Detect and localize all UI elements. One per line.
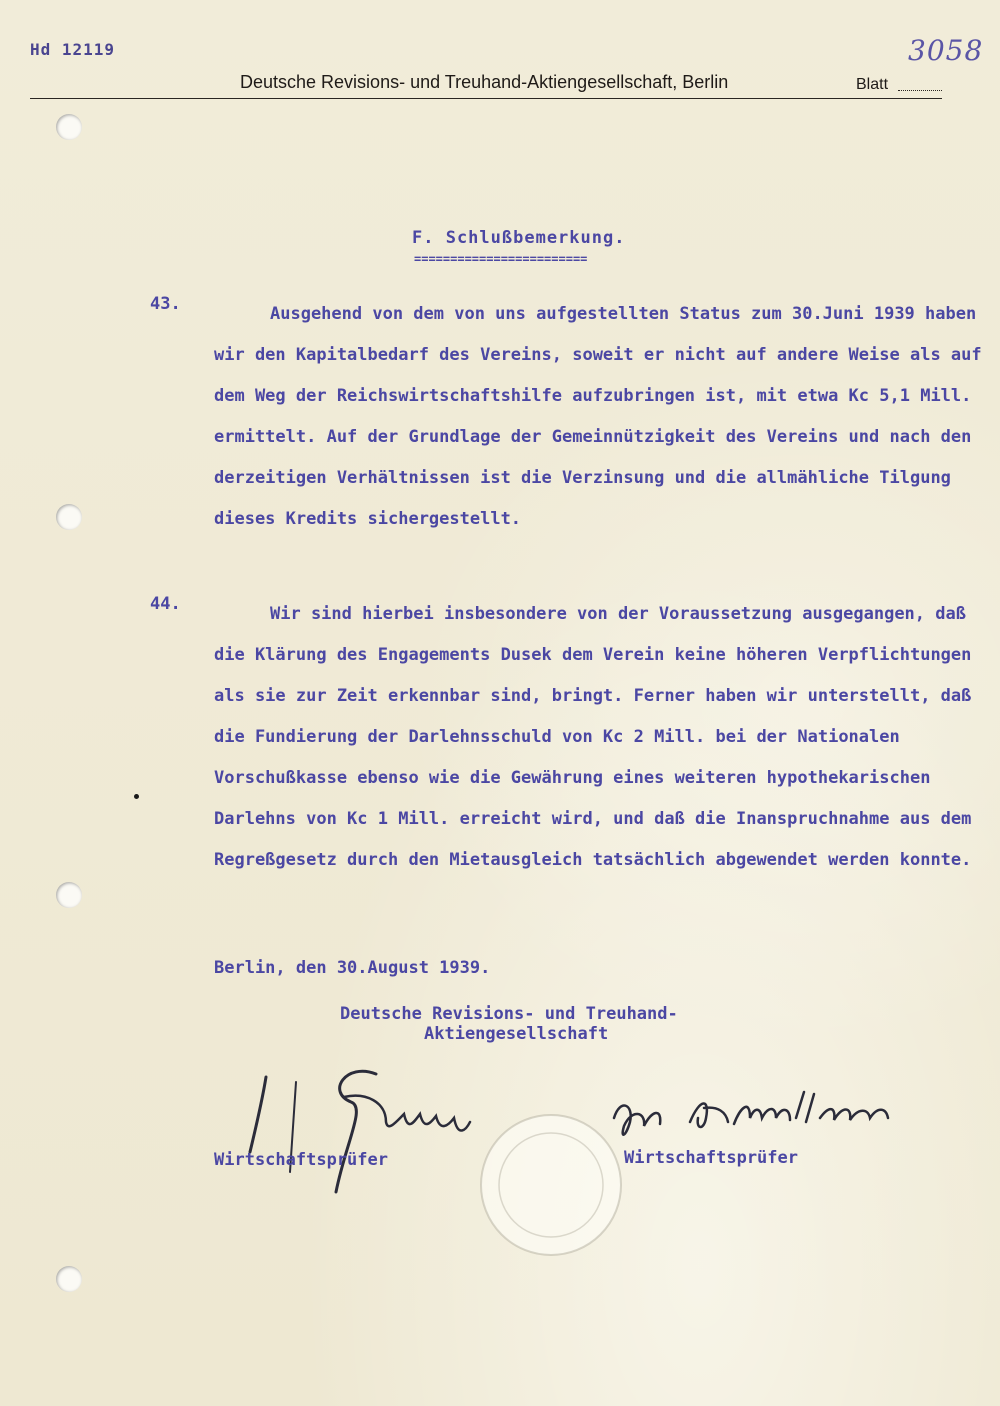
ink-dot	[134, 794, 139, 799]
paragraph-text: Ausgehend von dem von uns aufgestellten Status zum 30.Juni 1939 haben wir den Kapitalbedarf des Vereins, soweit er nicht auf andere Weise als auf dem Weg der Reichswirtschaftshilfe aufzubringen ist, mit etwa Kc 5,1 Mill. ermittelt. Auf der Grundlage der Gemeinnützigkeit des Vereins und nach den derzeitigen Verhältnissen ist die Verzinsung und die allmähliche Tilgung dieses Kredits sichergestellt.	[214, 304, 992, 529]
blatt-label: Blatt	[856, 76, 889, 93]
place-date: Berlin, den 30.August 1939.	[214, 958, 491, 978]
punch-hole	[56, 504, 82, 530]
punch-hole	[56, 114, 82, 140]
signature-left-icon	[236, 1052, 496, 1202]
auditor-title-right: Wirtschaftsprüfer	[624, 1148, 798, 1168]
punch-hole	[56, 1266, 82, 1292]
signature-company-line1: Deutsche Revisions- und Treuhand-	[340, 1004, 678, 1024]
blatt-dotted-line	[898, 90, 942, 91]
company-name: Deutsche Revisions- und Treuhand-Aktiengesellschaft, Berlin	[240, 72, 729, 92]
signature-company-line2: Aktiengesellschaft	[424, 1024, 609, 1044]
auditor-title-left: Wirtschaftsprüfer	[214, 1150, 388, 1170]
page-number: 3058	[908, 34, 984, 67]
punch-hole	[56, 882, 82, 908]
paragraph-number: 43.	[150, 294, 181, 314]
section-heading: F. Schlußbemerkung.	[412, 228, 626, 248]
heading-underline: ========================	[414, 252, 588, 266]
paragraph-text: Wir sind hierbei insbesondere von der Voraussetzung ausgegangen, daß die Klärung des Engagements Dusek dem Verein keine höheren Verpflichtungen als sie zur Zeit erkennbar sind, bringt. Ferner haben wir unterstellt, daß die Fundierung der Darlehnsschuld von Kc 2 Mill. bei der Nationalen Vorschußkasse ebenso wie die Gewährung eines weiteren hypothekarischen Darlehns von Kc 1 Mill. erreicht wird, und daß die Inanspruchnahme aus dem Regreßgesetz durch den Mietausgleich tatsächlich abgewendet werden konnte.	[214, 604, 982, 870]
reference-number: Hd 12119	[30, 40, 116, 59]
letterhead	[30, 34, 942, 99]
paragraph-number: 44.	[150, 594, 181, 614]
signature-right-icon	[600, 1078, 910, 1158]
